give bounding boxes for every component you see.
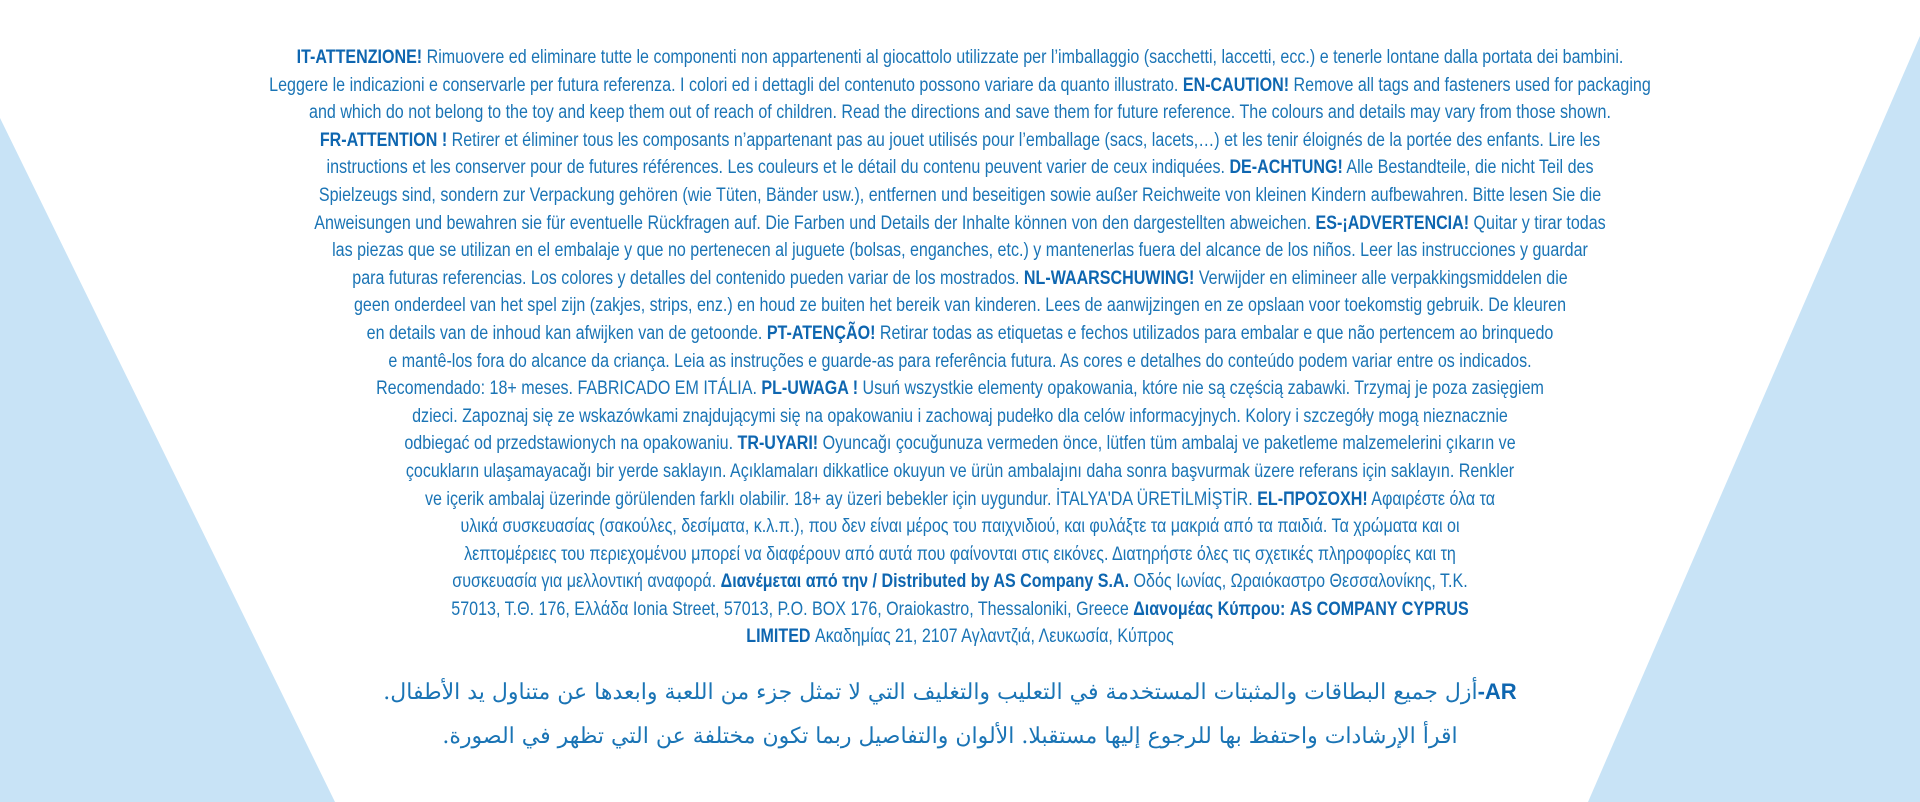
warning-text: Anweisungen und bewahren sie für eventuelle Rückfragen auf. Die Farben und Details der Inhalte können von den dargestellten abweichen. xyxy=(314,211,1316,234)
warning-text: çocukların ulaşamayacağı bir yerde saklayın. Açıklamaları dikkatlice okuyun ve ürün ambalajını daha sonra başvurmak üzere referans için saklayın. Renkler xyxy=(405,459,1515,482)
arabic-line-1 xyxy=(300,670,1600,715)
text-line xyxy=(206,458,1715,486)
warning-text: Οδός Ιωνίας, Ωραιόκαστρο Θεσσαλονίκης, Τ.Κ. xyxy=(1129,570,1468,593)
warning-text: en details van de inhoud kan afwijken van de getoonde. xyxy=(366,321,767,344)
warning-text-block xyxy=(206,44,1715,651)
warning-text: λεπτομέρειες του περιεχομένου μπορεί να διαφέρουν από αυτά που φαίνονται στις εικόνες. Διατηρήστε όλες τις σχετικές πληροφορίες και τη xyxy=(464,542,1456,565)
arabic-line-2: اقرأ الإرشادات واحتفظ بها للرجوع إليها مستقبلا. الألوان والتفاصيل ربما تكون مختلفة عن التي تظهر في الصورة. xyxy=(442,724,1458,749)
warning-heading: ES-¡ADVERTENCIA! xyxy=(1315,211,1470,234)
text-line xyxy=(206,154,1715,182)
warning-text: odbiegać od przedstawionych na opakowaniu. xyxy=(404,432,738,455)
warning-text: Oyuncağı çocuğunuza vermeden önce, lütfen tüm ambalaj ve paketleme malzemelerini çıkarın ve xyxy=(818,432,1516,455)
warning-text: Leggere le indicazioni e conservarle per futura referenza. I colori ed i dettagli del contenuto possono variare da quanto illustrato. xyxy=(269,73,1183,96)
text-line xyxy=(206,72,1715,100)
arabic-warning xyxy=(300,670,1600,759)
warning-text: instructions et les conserver pour de futures références. Les couleurs et le détail du contenu peuvent varier de ceux indiquées. xyxy=(326,156,1230,179)
text-line xyxy=(206,237,1715,265)
arabic-line-1-text: أزل جميع البطاقات والمثبتات المستخدمة في التعليب والتغليف التي لا تمثل جزء من اللعبة وابعدها عن متناول يد الأطفال. xyxy=(383,680,1478,705)
text-line xyxy=(206,568,1715,596)
warning-heading: Διανομέας Κύπρου: AS COMPANY CYPRUS xyxy=(1133,597,1469,620)
warning-text: Ακαδημίας 21, 2107 Αγλαντζιά, Λευκωσία, Κύπρος xyxy=(810,625,1174,648)
warning-text: and which do not belong to the toy and keep them out of reach of children. Read the directions and save them for future reference. The colours and details may vary from those shown. xyxy=(309,101,1611,124)
warning-heading: PT-ATENÇÃO! xyxy=(766,321,876,344)
text-line xyxy=(206,99,1715,127)
text-line xyxy=(206,348,1715,376)
warning-text: Αφαιρέστε όλα τα xyxy=(1367,487,1496,510)
text-line xyxy=(206,292,1715,320)
warning-heading: EL-ΠΡΟΣΟΧΗ! xyxy=(1257,487,1368,510)
text-line xyxy=(206,265,1715,293)
warning-text: 57013, Τ.Θ. 176, Ελλάδα Ionia Street, 57013, P.O. BOX 176, Oraiokastro, Thessaloniki, Greece xyxy=(451,597,1134,620)
warning-text: para futuras referencias. Los colores y detalles del contenido pueden variar de los mostrados. xyxy=(352,266,1024,289)
text-line xyxy=(206,513,1715,541)
warning-text: Spielzeugs sind, sondern zur Verpackung gehören (wie Tüten, Bänder usw.), entfernen und beseitigen sowie außer Reichweite von kleinen Kindern aufbewahren. Bitte lesen Sie die xyxy=(318,183,1602,206)
warning-heading: LIMITED xyxy=(746,625,811,648)
warning-text: Retirar todas as etiquetas e fechos utilizados para embalar e que não pertencem ao brinquedo xyxy=(875,321,1554,344)
warning-heading: Διανέμεται από την / Distributed by AS Company S.A. xyxy=(720,570,1130,593)
warning-text: Retirer et éliminer tous les composants n’appartenant pas au jouet utilisés pour l’emballage (sacs, lacets,…) et les tenir éloignés de la portée des enfants. Lire les xyxy=(447,128,1601,151)
text-line xyxy=(206,486,1715,514)
warning-heading: PL-UWAGA ! xyxy=(761,377,859,400)
warning-text: Alle Bestandteile, die nicht Teil des xyxy=(1342,156,1594,179)
warning-text: Recomendado: 18+ meses. FABRICADO EM ITÁLIA. xyxy=(376,377,762,400)
text-line xyxy=(206,375,1715,403)
warning-text: Rimuovere ed eliminare tutte le componenti non appartenenti al giocattolo utilizzate per l’imballaggio (sacchetti, laccetti, ecc.) e tenerle lontane dalla portata dei bambini. xyxy=(422,46,1624,68)
warning-text: Quitar y tirar todas xyxy=(1469,211,1606,234)
warning-text: ve içerik ambalaj üzerinde görülenden farklı olabilir. 18+ ay üzeri bebekler için uygundur. İTALYA'DA ÜRETİLMİŞTİR. xyxy=(424,487,1258,510)
text-line xyxy=(206,403,1715,431)
text-line xyxy=(206,430,1715,458)
text-line xyxy=(206,320,1715,348)
warning-heading: DE-ACHTUNG! xyxy=(1229,156,1343,179)
warning-text: las piezas que se utilizan en el embalaje y que no pertenecen al juguete (bolsas, enganches, etc.) y mantenerlas fuera del alcance de los niños. Leer las instrucciones y guardar xyxy=(332,239,1588,262)
text-line xyxy=(206,623,1715,651)
warning-heading: NL-WAARSCHUWING! xyxy=(1023,266,1195,289)
warning-text: e mantê-los fora do alcance da criança. Leia as instruções e guarde-as para referência futura. As cores e detalhes do conteúdo podem variar entre os indicados. xyxy=(388,349,1532,372)
text-line xyxy=(206,127,1715,155)
warning-text: συσκευασία για μελλοντική αναφορά. xyxy=(452,570,721,593)
text-line xyxy=(206,44,1715,72)
warning-heading: FR-ATTENTION ! xyxy=(319,128,448,151)
warning-text: Verwijder en elimineer alle verpakkingsmiddelen die xyxy=(1194,266,1568,289)
warning-text: Remove all tags and fasteners used for packaging xyxy=(1289,73,1651,96)
warning-text: geen onderdeel van het spel zijn (zakjes, strips, enz.) en houd ze buiten het bereik van kinderen. Lees de aanwijzingen en ze opslaan voor toekomstig gebruik. De kleuren xyxy=(353,294,1567,317)
text-line xyxy=(206,210,1715,238)
warning-heading: IT-ATTENZIONE! xyxy=(296,46,423,68)
warning-heading: EN-CAUTION! xyxy=(1182,73,1290,96)
warning-text: Usuń wszystkie elementy opakowania, które nie są częścią zabawki. Trzymaj je poza zasięgiem xyxy=(858,377,1544,400)
arabic-heading: AR- xyxy=(1477,679,1517,704)
warning-text: υλικά συσκευασίας (σακούλες, δεσίματα, κ.λ.π.), που δεν είναι μέρος του παιχνιδιού, και φυλάξτε τα μακριά από τα παιδιά. Τα χρώματα και οι xyxy=(460,515,1460,538)
warning-text: dzieci. Zapoznaj się ze wskazówkami znajdującymi się na opakowaniu i zachowaj pudełko dla celów informacyjnych. Kolory i szczegóły mogą nieznacznie xyxy=(412,404,1508,427)
text-line xyxy=(206,182,1715,210)
text-line xyxy=(206,541,1715,569)
warning-heading: TR-UYARI! xyxy=(737,432,819,455)
text-line xyxy=(206,596,1715,624)
